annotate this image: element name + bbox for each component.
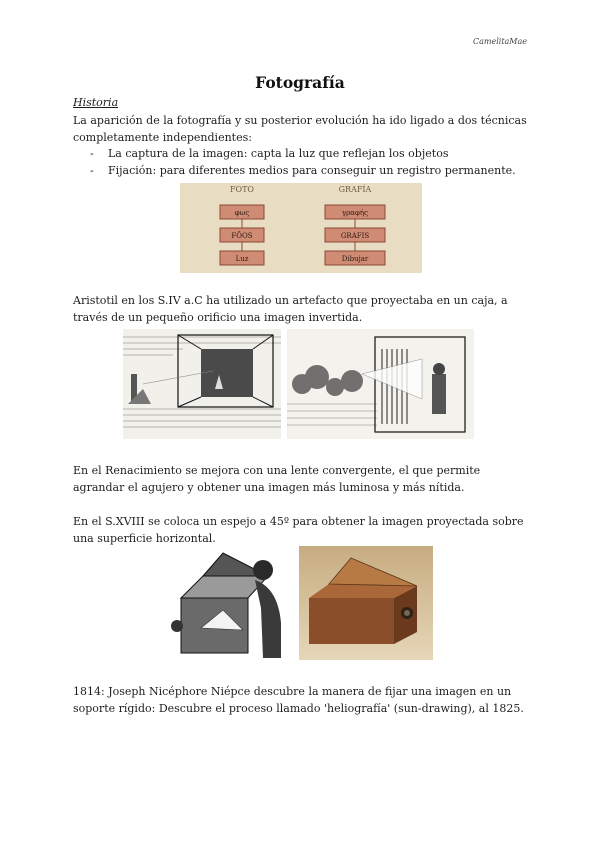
diagram-box-meaning: Luz	[235, 255, 249, 263]
mirror-camera-engraving	[163, 548, 293, 660]
author-name: CamelitaMae	[472, 37, 527, 46]
niepce-paragraph: 1814: Joseph Nicéphore Niépce descubre la manera de fijar una imagen en un soporte rígido: Descubre el proceso llamado 'heliografía' (sun-drawing), al 1825.	[73, 685, 524, 715]
bullet-item: - La captura de la imagen: capta la luz que reflejan los objetos	[90, 147, 449, 160]
xviii-paragraph: En el S.XVIII se coloca un espejo a 45º para obtener la imagen proyectada sobre una superficie horizontal.	[73, 515, 524, 545]
bullet-item: - Fijación: para diferentes medios para conseguir un registro permanente.	[90, 164, 516, 177]
diagram-box-meaning: Dibujar	[341, 255, 369, 263]
diagram-box-translit: GRAFIS	[340, 232, 370, 240]
camera-obscura-engraving-1	[123, 329, 281, 439]
section-heading: Historia	[73, 96, 119, 109]
bullet-text: Fijación: para diferentes medios para conseguir un registro permanente.	[108, 164, 516, 177]
wooden-camera-photo	[299, 546, 433, 660]
diagram-left-header: FOTO	[229, 185, 255, 194]
page-title: Fotografía	[255, 73, 345, 92]
diagram-box-greek: γραφής	[341, 209, 369, 217]
intro-paragraph: La aparición de la fotografía y su posterior evolución ha ido ligado a dos técnicas completamente independientes:	[73, 114, 527, 144]
diagram-right-header: GRAFÍA	[338, 185, 372, 194]
camera-obscura-engraving-2	[287, 329, 474, 439]
diagram-box-translit: FÕOS	[231, 232, 253, 240]
bullet-text: La captura de la imagen: capta la luz que reflejan los objetos	[108, 147, 449, 160]
etymology-diagram	[180, 183, 422, 273]
diagram-box-greek: φως	[234, 209, 250, 217]
renaissance-paragraph: En el Renacimiento se mejora con una lente convergente, el que permite agrandar el agujero y obtener una imagen más luminosa y más nítida.	[73, 464, 481, 494]
aristotle-paragraph: Aristotil en los S.IV a.C ha utilizado un artefacto que proyectaba en un caja, a través de un pequeño orificio una imagen invertida.	[73, 294, 508, 324]
